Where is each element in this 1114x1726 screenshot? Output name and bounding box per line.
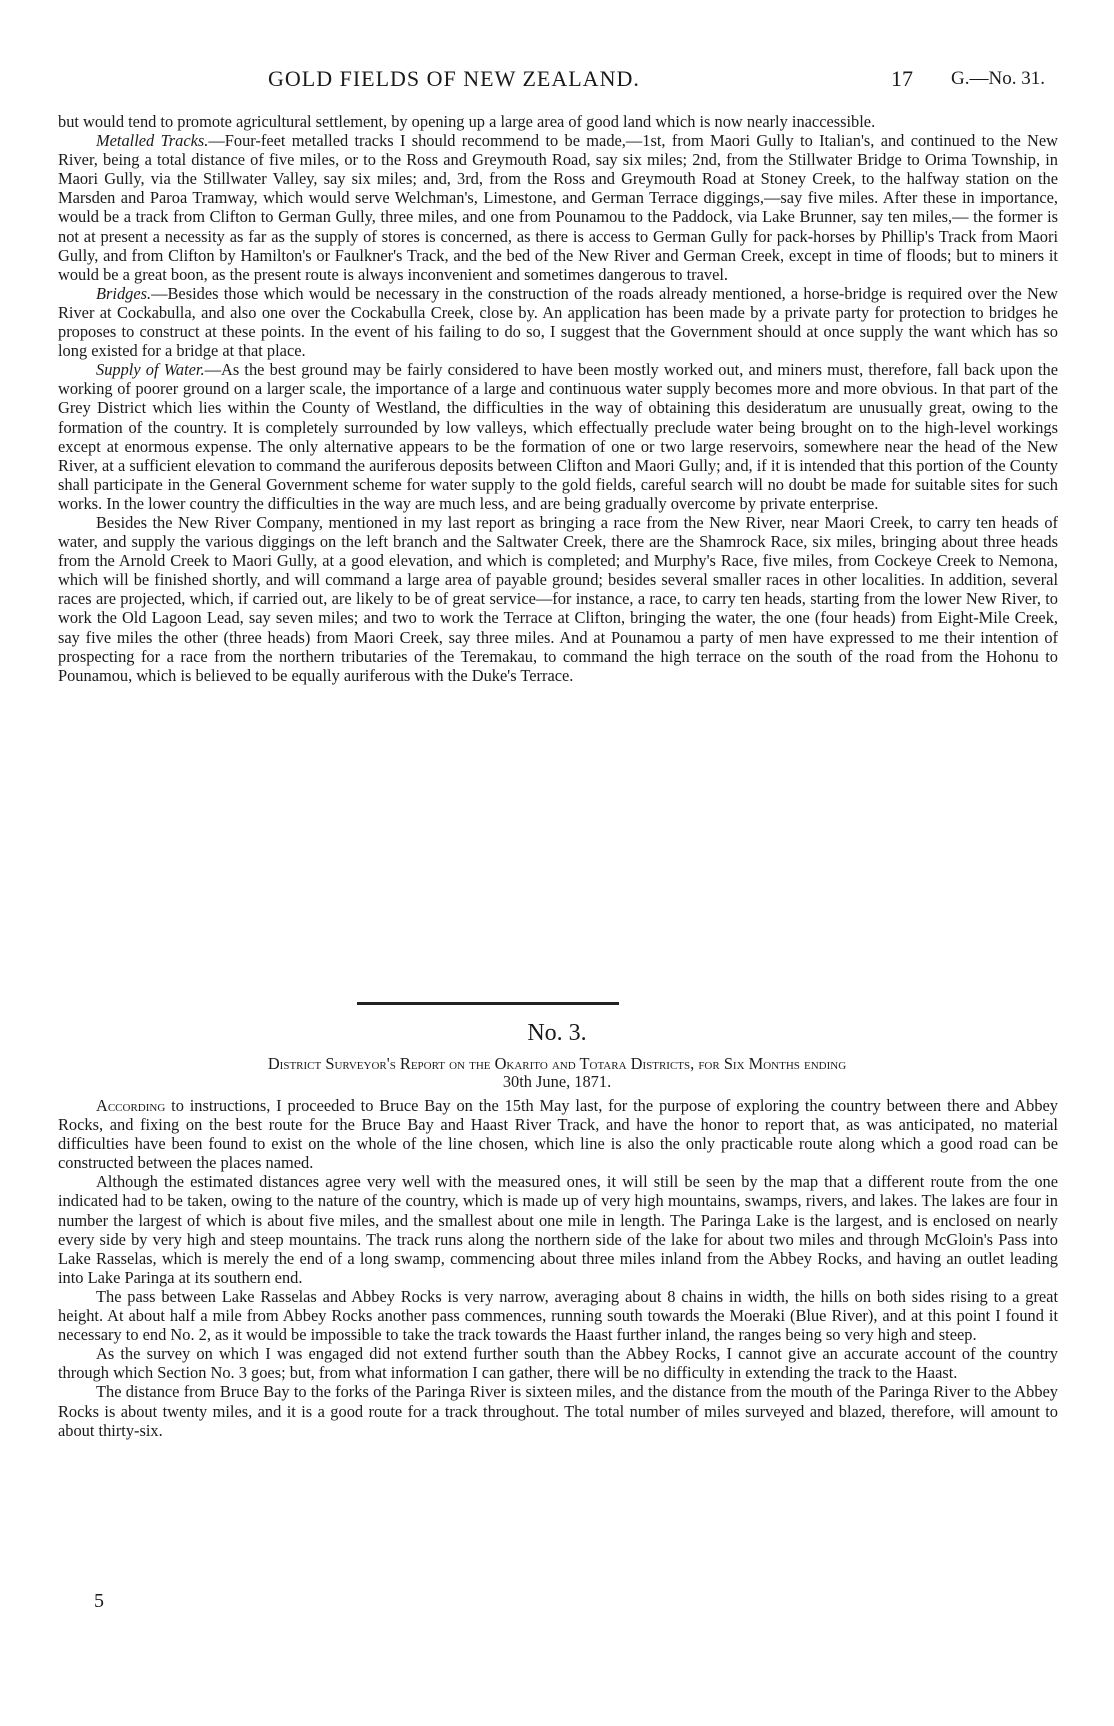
- paragraph-according: [58, 1096, 1058, 1172]
- section-district-surveyor-report: [58, 1096, 1058, 1440]
- paragraph-races: Besides the New River Company, mentioned in my last report as bringing a race from the New River, near Maori Creek, to carry ten heads of water, and supply the various diggings on the left branch and the Saltwater Creek, there are the Shamrock Race, six miles, bringing about three heads from the Arnold Creek to Maori Gully, at a good elevation, and which is completed; and Murphy's Race, five miles, from Cockeye Creek to Nemona, which will be finished shortly, and will command a large area of payable ground; besides several smaller races in other localities. In addition, several races are projected, which, if carried out, are likely to be of great service—for instance, a race, to carry ten heads, starting from the lower New River, to work the Old Lagoon Lead, say seven miles; and two to work the Terrace at Clifton, bringing the water, the one (four heads) from Eight-Mile Creek, say five miles the other (three heads) from Maori Creek, say three miles. And at Pounamou a party of men have expressed to me their intention of prospecting for a race from the northern tributaries of the Teremakau, to command the high terrace on the south of the road from the Hohonu to Pounamou, which is believed to be equally auriferous with the Duke's Terrace.: [58, 512, 1058, 685]
- section-divider: [357, 1002, 619, 1005]
- according-lead: According: [96, 1096, 166, 1115]
- page-title: GOLD FIELDS OF NEW ZEALAND.: [268, 66, 640, 91]
- metalled-tracks-text: —Four-feet metalled tracks I should recommend to be made,—1st, from Maori Gully to Italian's, and continued to the New River, being a total distance of five miles, or to the Ross and Greymouth Road, say six miles; 2nd, from the Stillwater Bridge to Orima Township, in Maori Gully, via the Stillwater Valley, say six miles; and, 3rd, from the Ross and Greymouth Road at Stoney Creek, to the halfway station on the Marsden and Paroa Tramway, which would serve Welchman's, Limestone, and German Terrace diggings,—say five miles. After these in importance, would be a track from Clifton to German Gully, three miles, and one from Pounamou to the Paddock, via Lake Brunner, say ten miles,— the former is not at present a necessity as far as the supply of stores is concerned, as there is access to German Gully for pack-horses by Phillip's Track from Maori Gully, and from Clifton by Hamilton's or Faulkner's Track, and the bed of the New River and German Creek, except in time of floods; but to miners it would be a great boon, as the present route is always inconvenient and sometimes dangerous to travel.: [58, 131, 1058, 284]
- report-title: [100, 1055, 1014, 1091]
- document-reference: G.—No. 31.: [951, 68, 1045, 89]
- page-number: 17: [891, 66, 913, 91]
- paragraph-bridges: [58, 284, 1058, 360]
- paragraph-pass: The pass between Lake Rasselas and Abbey Rocks is very narrow, averaging about 8 chains in width, the hills on both sides rising to a great height. At about half a mile from Abbey Rocks another pass commences, running south towards the Moeraki (Blue River), and at this point I found it necessary to end No. 2, as it would be impossible to take the track towards the Haast further inland, the ranges being so very high and steep.: [58, 1286, 1058, 1345]
- report-title-line-1: District Surveyor's Report on the Okarito and Totara Districts, for Six Months ending: [267, 1054, 847, 1073]
- paragraph-distances: Although the estimated distances agree very well with the measured ones, it will still be seen by the map that a different route from the one indicated had to be taken, owing to the nature of the country, which is made up of very high mountains, swamps, rivers, and lakes. The lakes are four in number the largest of which is about five miles, and the smallest about one mile in length. The Paringa Lake is the largest, and is enclosed on nearly every side by very high and steep mountains. The track runs along the northern side of the lake for about two miles and through McGloin's Pass into Lake Rasselas, which is merely the end of a long swamp, commencing about three miles inland from the Abbey Rocks, and having an outlet leading into Lake Paringa at its southern end.: [58, 1172, 1058, 1287]
- supply-of-water-text: —As the best ground may be fairly considered to have been mostly worked out, and miners must, therefore, fall back upon the working of poorer ground on a larger scale, the importance of a large and continuous water supply becomes more and more obvious. In that part of the Grey District which lies within the County of Westland, the difficulties in the way of obtaining this desideratum are unusually great, owing to the formation of the country. It is completely surrounded by low valleys, which effectually preclude water being brought on to the high-level workings except at enormous expense. The only alternative appears to be the formation of one or two large reservoirs, somewhere near the head of the New River, at a sufficient elevation to command the auriferous deposits between Clifton and Maori Gully; and, if it is intended that this portion of the County shall participate in the General Government scheme for water supply to the gold fields, careful search will no doubt be made for suitable sites for such works. In the lower country the difficulties in the way are much less, and are being gradually overcome by private enterprise.: [58, 360, 1058, 513]
- folio-number: 5: [94, 1590, 104, 1612]
- according-text: to instructions, I proceeded to Bruce Bay on the 15th May last, for the purpose of exploring the country between there and Abbey Rocks, and fixing on the best route for the Bruce Bay and Haast River Track, and have the honor to report that, as was anticipated, no material difficulties have been found to exist on the whole of the line chosen, which line is also the only practicable route along which a good road can be constructed between the places named.: [58, 1096, 1058, 1173]
- bridges-heading: Bridges.: [96, 283, 152, 303]
- paragraph-metalled-tracks: [58, 131, 1058, 284]
- supply-of-water-heading: Supply of Water.: [96, 360, 205, 380]
- metalled-tracks-heading: Metalled Tracks.: [96, 131, 209, 151]
- section-gold-fields-continued: [58, 112, 1058, 685]
- paragraph-survey-extent: As the survey on which I was engaged did not extend further south than the Abbey Rocks, I cannot give an accurate account of the country through which Section No. 3 goes; but, from what information I can gather, there will be no difficulty in extending the track to the Haast.: [58, 1344, 1058, 1383]
- bridges-text: —Besides those which would be necessary in the construction of the roads already mentioned, a horse-bridge is required over the New River at Cockabulla, and also one over the Cockabulla Creek, close by. An application has been made by a private party for protection to bridges he proposes to construct at these points. In the event of his failing to do so, I suggest that the Government should at once supply the want which has so long existed for a bridge at that place.: [58, 283, 1058, 361]
- paragraph-supply-of-water: [58, 360, 1058, 513]
- paragraph-total-distance: The distance from Bruce Bay to the forks of the Paringa River is sixteen miles, and the distance from the mouth of the Paringa River to the Abbey Rocks is about twenty miles, and it is a good route for a track throughout. The total number of miles surveyed and blazed, therefore, will amount to about thirty-six.: [58, 1382, 1058, 1440]
- paragraph-agricultural: but would tend to promote agricultural settlement, by opening up a large area of good land which is now nearly inaccessible.: [58, 112, 876, 131]
- report-title-line-2: 30th June, 1871.: [502, 1072, 612, 1091]
- section-number-heading: No. 3.: [527, 1020, 587, 1046]
- running-header: [0, 66, 1114, 96]
